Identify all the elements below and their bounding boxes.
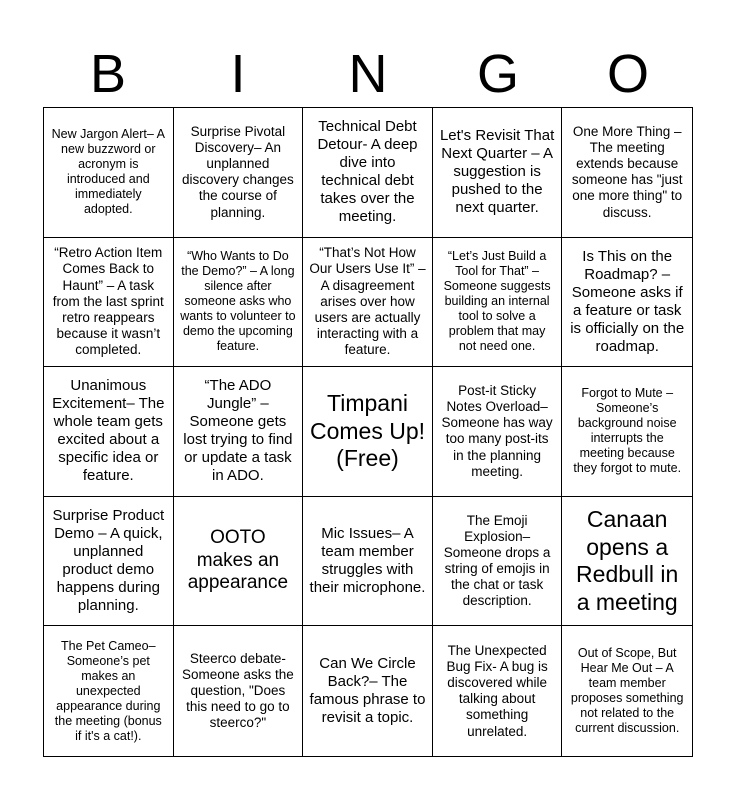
bingo-cell-24: The Unexpected Bug Fix- A bug is discovered while talking about something unrelated. bbox=[433, 626, 563, 756]
bingo-cell-6: “Retro Action Item Comes Back to Haunt” – A task from the last sprint retro reappears because it wasn’t completed. bbox=[44, 238, 174, 368]
bingo-cell-22: Steerco debate- Someone asks the question, "Does this need to go to steerco?" bbox=[174, 626, 304, 756]
header-letter-b: B bbox=[89, 44, 127, 104]
header-letter-i: I bbox=[230, 44, 246, 104]
bingo-header bbox=[43, 40, 693, 108]
bingo-cell-1: New Jargon Alert– A new buzzword or acronym is introduced and immediately adopted. bbox=[44, 108, 174, 238]
bingo-cell-12: “The ADO Jungle” – Someone gets lost trying to find or update a task in ADO. bbox=[174, 367, 304, 497]
bingo-cell-free: Timpani Comes Up! (Free) bbox=[303, 367, 433, 497]
bingo-cell-18: Mic Issues– A team member struggles with their microphone. bbox=[303, 497, 433, 627]
header-letter-n: N bbox=[348, 44, 388, 104]
bingo-cell-14: Post-it Sticky Notes Overload– Someone has way too many post-its in the planning meeting. bbox=[433, 367, 563, 497]
bingo-cell-16: Surprise Product Demo – A quick, unplanned product demo happens during planning. bbox=[44, 497, 174, 627]
bingo-cell-21: The Pet Cameo– Someone’s pet makes an unexpected appearance during the meeting (bonus if it's a cat!). bbox=[44, 626, 174, 756]
bingo-grid bbox=[43, 107, 693, 757]
bingo-cell-5: One More Thing – The meeting extends because someone has "just one more thing" to discuss. bbox=[562, 108, 692, 238]
bingo-cell-11: Unanimous Excitement– The whole team gets excited about a specific idea or feature. bbox=[44, 367, 174, 497]
bingo-cell-25: Out of Scope, But Hear Me Out – A team member proposes something not related to the current discussion. bbox=[570, 646, 684, 736]
bingo-cell-9: “Let’s Just Build a Tool for That” – Someone suggests building an internal tool to solve a problem that may not need one. bbox=[433, 238, 563, 368]
bingo-cell-3: Technical Debt Detour- A deep dive into technical debt takes over the meeting. bbox=[303, 108, 433, 238]
bingo-cell-4: Let's Revisit That Next Quarter – A suggestion is pushed to the next quarter. bbox=[433, 108, 563, 238]
bingo-cell-19: The Emoji Explosion– Someone drops a string of emojis in the chat or task description. bbox=[433, 497, 563, 627]
bingo-cell-23: Can We Circle Back?– The famous phrase to revisit a topic. bbox=[303, 626, 433, 756]
bingo-cell-7: “Who Wants to Do the Demo?” – A long silence after someone asks who wants to volunteer to demo the upcoming feature. bbox=[174, 238, 304, 368]
bingo-cell-15: Forgot to Mute – Someone’s background noise interrupts the meeting because they forgot to mute. bbox=[562, 367, 692, 497]
bingo-cell-20: Canaan opens a Redbull in a meeting bbox=[562, 497, 692, 627]
bingo-cell-17: OOTO makes an appearance bbox=[174, 497, 304, 627]
header-letter-o: O bbox=[606, 44, 649, 104]
bingo-cell-8: “That’s Not How Our Users Use It” – A disagreement arises over how users are actually interacting with a feature. bbox=[303, 238, 433, 368]
bingo-cell-10: Is This on the Roadmap? – Someone asks if a feature or task is officially on the roadmap. bbox=[562, 238, 692, 368]
header-letter-g: G bbox=[476, 44, 519, 104]
bingo-cell-2: Surprise Pivotal Discovery– An unplanned discovery changes the course of planning. bbox=[174, 108, 304, 238]
